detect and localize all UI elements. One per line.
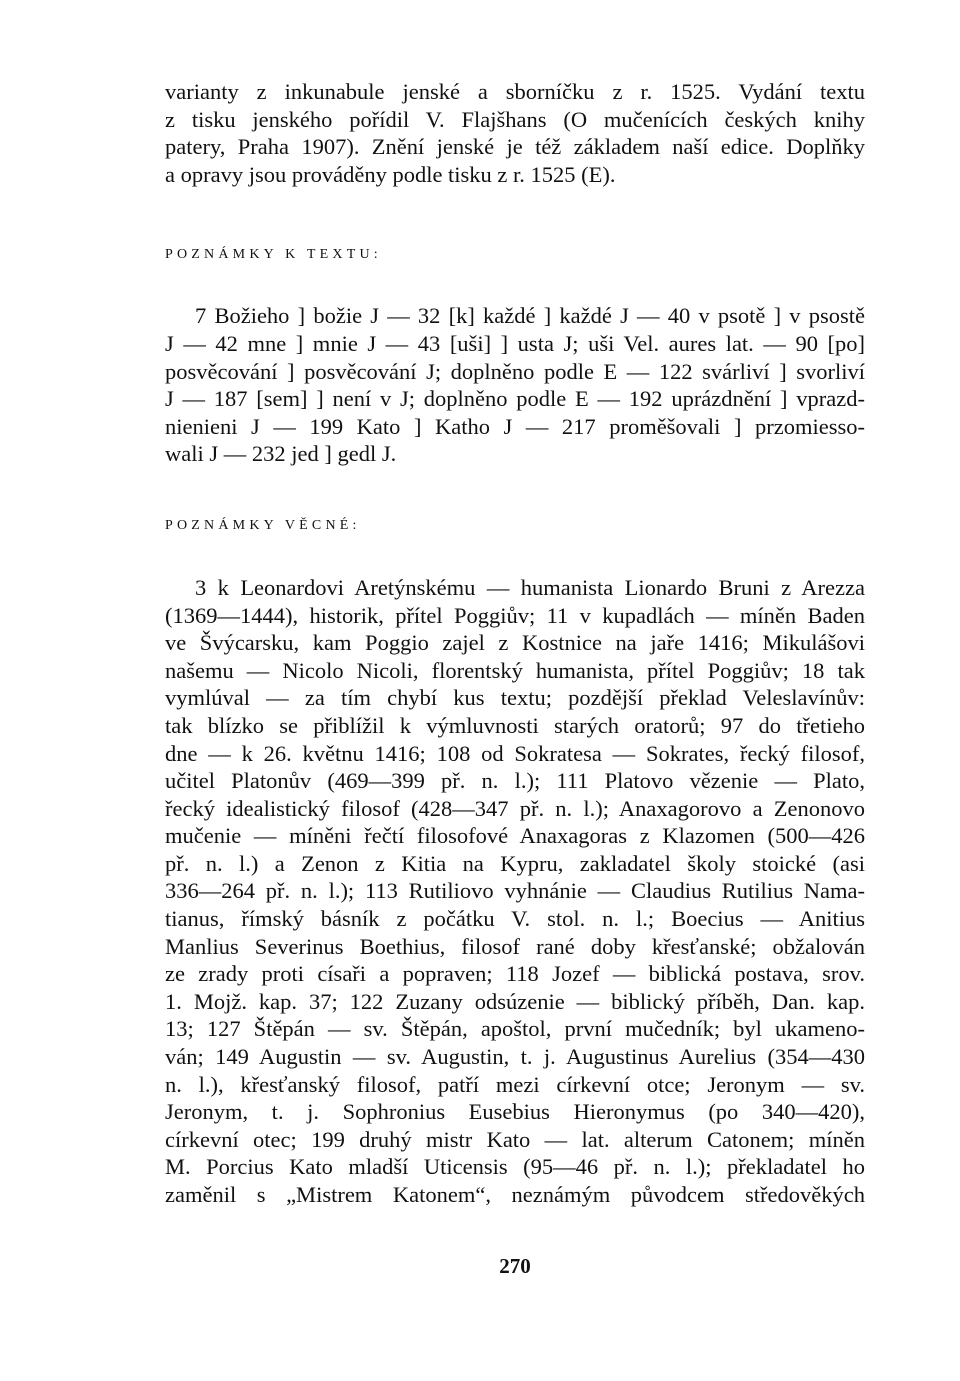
factual-note-line: ve Švýcarsku, kam Poggio zajel z Kostnice na jaře 1416; Mikulášovi <box>165 630 865 656</box>
page-body <box>165 78 865 1279</box>
text-note-line: J — 187 [sem] ] není v J; doplněno podle E — 192 uprázdnění ] vprazd- <box>165 386 865 412</box>
factual-note-line: př. n. l.) a Zenon z Kitia na Kypru, zakladatel školy stoické (asi <box>165 850 865 876</box>
factual-note-line: 1. Mojž. kap. 37; 122 Zuzany odsúzenie — biblický příběh, Dan. kap. <box>165 988 865 1014</box>
text-note-line: J — 42 mne ] mnie J — 43 [uši] ] usta J; uši Vel. aures lat. — 90 [po] <box>165 330 865 356</box>
factual-note-line: tak blízko se přiblížil k výmluvnosti starých oratorů; 97 do třetieho <box>165 712 865 738</box>
text-notes-paragraph <box>165 302 865 468</box>
text-notes-heading: POZNÁMKY K TEXTU: <box>165 247 382 263</box>
text-note-line: posvěcování ] posvěcování J; doplněno podle E — 122 svárliví ] svorliví <box>165 358 865 384</box>
factual-note-line: 13; 127 Štěpán — sv. Štěpán, apoštol, první mučedník; byl ukameno- <box>165 1016 865 1042</box>
factual-note-line: zaměnil s „Mistrem Katonem“, neznámým původcem středověkých <box>165 1182 865 1207</box>
intro-line: z tisku jenského pořídil V. Flajšhans (O mučenících českých knihy <box>165 106 865 132</box>
factual-note-line: ván; 149 Augustin — sv. Augustin, t. j. Augustinus Aurelius (354—430 <box>165 1044 865 1070</box>
factual-notes-paragraph <box>165 574 865 1209</box>
intro-line: patery, Praha 1907). Znění jenské je též základem naší edice. Doplňky <box>165 134 865 160</box>
page-number: 270 <box>499 1253 531 1278</box>
text-note-line: 7 Božieho ] božie J — 32 [k] každé ] každé J — 40 v psotě ] v psostě <box>195 303 865 329</box>
factual-note-line: vymlúval — za tím chybí kus textu; pozdější překlad Veleslavínův: <box>165 685 865 711</box>
factual-note-line: ze zrady proti císaři a popraven; 118 Jozef — biblická postava, srov. <box>165 961 865 987</box>
factual-notes-heading: POZNÁMKY VĚCNÉ: <box>165 517 361 533</box>
intro-line: a opravy jsou prováděny podle tisku z r. 1525 (E). <box>165 161 616 187</box>
factual-note-line: n. l.), křesťanský filosof, patří mezi církevní otce; Jeronym — sv. <box>165 1071 865 1097</box>
text-note-line: nienieni J — 199 Kato ] Katho J — 217 proměšovali ] przomiesso- <box>165 413 865 439</box>
factual-note-line: M. Porcius Kato mladší Uticensis (95—46 př. n. l.); překladatel ho <box>165 1154 865 1180</box>
factual-note-line: učitel Platonův (469—399 př. n. l.); 111 Platovo vězenie — Plato, <box>165 768 865 794</box>
factual-note-line: Jeronym, t. j. Sophronius Eusebius Hieronymus (po 340—420), <box>165 1099 865 1125</box>
factual-note-line: tianus, římský básník z počátku V. stol. n. l.; Boecius — Anitius <box>165 906 865 932</box>
factual-note-line: církevní otec; 199 druhý mistr Kato — lat. alterum Catonem; míněn <box>165 1126 865 1152</box>
intro-paragraph <box>165 78 865 188</box>
intro-line: varianty z inkunabule jenské a sborníčku z r. 1525. Vydání textu <box>165 79 865 104</box>
factual-note-line: 3 k Leonardovi Aretýnskému — humanista Lionardo Bruni z Arezza <box>195 574 865 600</box>
factual-note-line: mučenie — míněni řečtí filosofové Anaxagoras z Klazomen (500—426 <box>165 823 865 849</box>
factual-note-line: 336—264 př. n. l.); 113 Rutiliovo vyhnánie — Claudius Rutilius Nama- <box>165 878 865 904</box>
factual-note-line: řecký idealistický filosof (428—347 př. n. l.); Anaxagorovo a Zenonovo <box>165 795 865 821</box>
factual-note-line: Manlius Severinus Boethius, filosof rané doby křesťanské; obžalován <box>165 933 865 959</box>
text-note-line: wali J — 232 jed ] gedl J. <box>165 441 397 467</box>
factual-note-line: (1369—1444), historik, přítel Poggiův; 11 v kupadlách — míněn Baden <box>165 602 865 628</box>
factual-note-line: našemu — Nicolo Nicoli, florentský humanista, přítel Poggiův; 18 tak <box>165 657 865 683</box>
factual-note-line: dne — k 26. květnu 1416; 108 od Sokratesa — Sokrates, řecký filosof, <box>165 740 865 766</box>
